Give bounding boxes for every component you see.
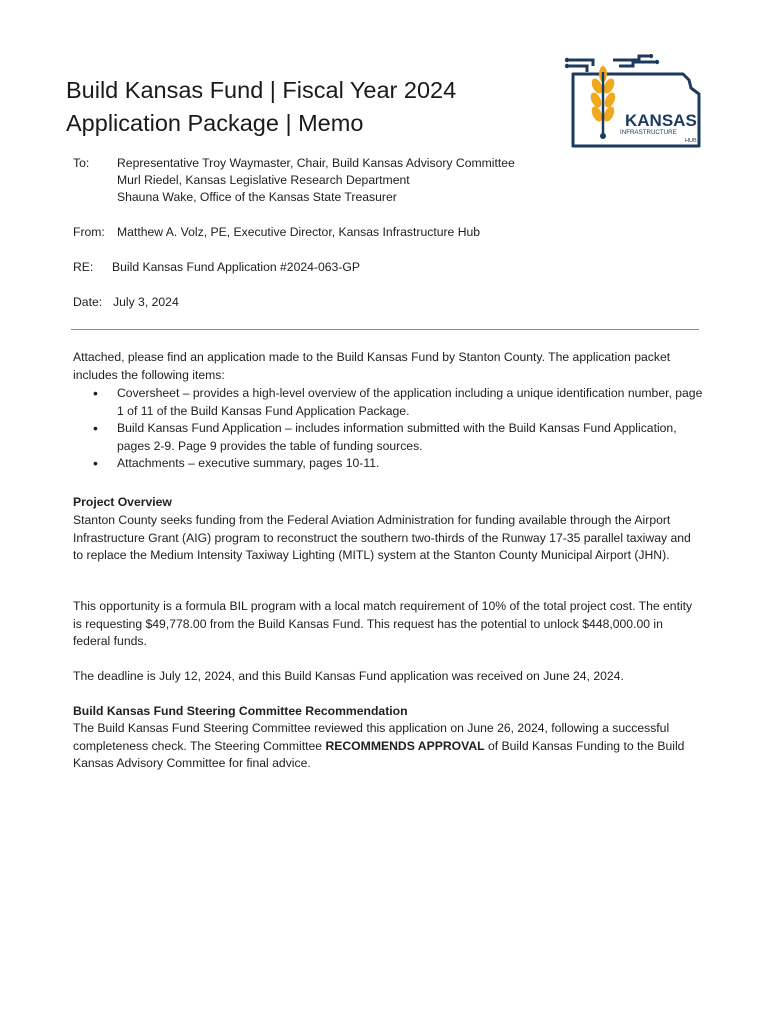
divider bbox=[71, 329, 699, 330]
date-row bbox=[73, 294, 179, 311]
from-label: From: bbox=[73, 225, 105, 239]
project-overview-heading: Project Overview bbox=[73, 495, 172, 509]
from-row bbox=[73, 224, 480, 241]
logo-sub: INFRASTRUCTURE bbox=[620, 129, 677, 136]
project-overview-paragraph: Stanton County seeks funding from the Federal Aviation Administration for funding available through the Airport Infrastructure Grant (AIG) program to reconstruct the southern two-thirds of the Runway 17-35 parallel taxiway and to replace the Medium Intensity Taxiway Lighting (MITL) system at the Stanton County Municipal Airport (JHN). bbox=[73, 513, 691, 563]
list-item: • Build Kansas Fund Application – includes information submitted with the Build Kansas Fund Application, pages 2-9. Page 9 provides the table of funding sources. bbox=[73, 420, 703, 455]
re-row bbox=[73, 259, 360, 276]
recommendation-heading: Build Kansas Fund Steering Committee Recommendation bbox=[73, 704, 408, 718]
attachments-list bbox=[73, 385, 703, 473]
date-label: Date: bbox=[73, 295, 103, 309]
recommendation-text-1: The Build Kansas Fund Steering Committee reviewed this application on June 26, 2024, following a successful completeness check. The Steering Committee bbox=[73, 721, 670, 753]
recipient: Representative Troy Waymaster, Chair, Build Kansas Advisory Committee bbox=[117, 156, 515, 170]
logo-wordmark: KANSAS bbox=[625, 111, 697, 130]
recommendation-text-2: of Build Kansas Funding to the Build Kansas Advisory Committee for final advice. bbox=[73, 738, 685, 771]
from-value: Matthew A. Volz, PE, Executive Director, Kansas Infrastructure Hub bbox=[117, 225, 481, 239]
page-title bbox=[66, 74, 536, 140]
re-value: Build Kansas Fund Application #2024-063-GP bbox=[112, 260, 360, 274]
funding-paragraph: This opportunity is a formula BIL program with a local match requirement of 10% of the total project cost. The entity is requesting $49,778.00 from the Build Kansas Fund. This request has the potential to unlock $448,000.00 in federal funds. bbox=[73, 599, 693, 649]
re-label: RE: bbox=[73, 260, 94, 274]
intro-paragraph: Attached, please find an application made to the Build Kansas Fund by Stanton County. The application packet includes the following items: bbox=[73, 350, 671, 382]
to-recipients bbox=[117, 155, 515, 206]
list-item: • Coversheet – provides a high-level overview of the application including a unique identification number, page 1 of 11 of the Build Kansas Fund Application Package. bbox=[73, 385, 703, 420]
recipient: Shauna Wake, Office of the Kansas State Treasurer bbox=[117, 190, 397, 204]
kansas-wheat-logo-icon bbox=[563, 54, 703, 154]
to-label: To: bbox=[73, 156, 90, 170]
recommendation-emphasis: RECOMMENDS APPROVAL bbox=[325, 738, 485, 753]
date-value: July 3, 2024 bbox=[113, 295, 179, 309]
logo-hub: HUB bbox=[685, 138, 697, 144]
list-item: • Attachments – executive summary, pages 10-11. bbox=[73, 455, 703, 473]
recipient: Murl Riedel, Kansas Legislative Research Department bbox=[117, 173, 410, 187]
recommendation-paragraph bbox=[73, 720, 703, 773]
deadline-paragraph: The deadline is July 12, 2024, and this Build Kansas Fund application was received on June 24, 2024. bbox=[73, 669, 624, 683]
title-line-1: Build Kansas Fund | Fiscal Year 2024 bbox=[66, 77, 457, 103]
title-line-2: Application Package | Memo bbox=[66, 110, 364, 136]
